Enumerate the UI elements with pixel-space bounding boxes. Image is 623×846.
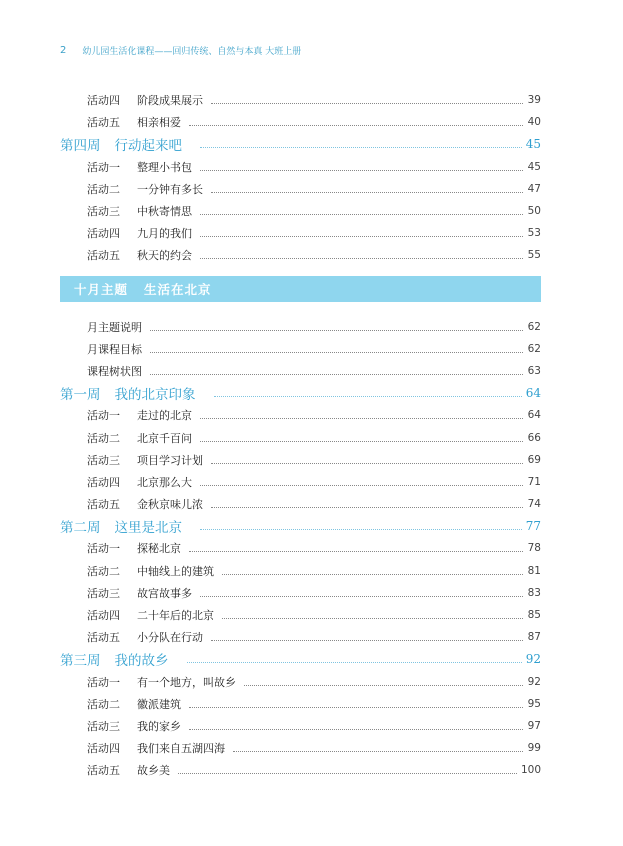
dot-leader [211, 506, 523, 508]
table-of-contents [60, 89, 541, 781]
activity-title: 金秋京味儿浓 [137, 498, 203, 512]
dot-leader [222, 617, 523, 619]
week-title: 这里是北京 [114, 520, 182, 537]
toc-activity-row[interactable] [60, 537, 541, 559]
toc-activity-row[interactable] [60, 493, 541, 515]
dot-leader [200, 169, 523, 171]
activity-title: 二十年后的北京 [137, 609, 214, 623]
activity-page: 69 [527, 453, 541, 466]
activity-number: 活动一 [87, 409, 120, 423]
toc-week-heading[interactable] [60, 515, 541, 537]
activity-title: 我们来自五湖四海 [137, 742, 225, 756]
week-number: 第三周 [60, 653, 101, 670]
week-number: 第四周 [60, 138, 101, 155]
week-page: 64 [525, 386, 541, 401]
month-item-page: 63 [527, 364, 541, 377]
activity-number: 活动五 [87, 249, 120, 263]
dot-leader [200, 528, 522, 530]
dot-leader [150, 351, 523, 353]
activity-number: 活动五 [87, 631, 120, 645]
dot-leader [189, 124, 523, 126]
dot-leader [200, 146, 522, 148]
dot-leader [222, 573, 523, 575]
activity-number: 活动三 [87, 719, 120, 733]
activity-title: 探秘北京 [137, 542, 181, 556]
activity-title: 整理小书包 [137, 160, 192, 174]
activity-number: 活动四 [87, 475, 120, 489]
activity-page: 78 [527, 542, 541, 555]
activity-page: 39 [527, 94, 541, 107]
activity-title: 有一个地方，叫故乡 [137, 675, 236, 689]
activity-number: 活动三 [87, 586, 120, 600]
dot-leader [189, 550, 523, 552]
activity-number: 活动三 [87, 205, 120, 219]
month-theme-title: 生活在北京 [144, 281, 212, 297]
activity-page: 40 [527, 116, 541, 129]
activity-page: 81 [527, 564, 541, 577]
activity-number: 活动二 [87, 431, 120, 445]
activity-title: 徽派建筑 [137, 697, 181, 711]
activity-number: 活动一 [87, 160, 120, 174]
toc-activity-row[interactable] [60, 715, 541, 737]
dot-leader [178, 772, 517, 774]
dot-leader [244, 684, 523, 686]
activity-number: 活动二 [87, 564, 120, 578]
toc-month-item-row[interactable] [60, 338, 541, 360]
activity-page: 55 [527, 249, 541, 262]
running-header [60, 42, 540, 58]
activity-title: 中轴线上的建筑 [137, 564, 214, 578]
toc-activity-row[interactable] [60, 156, 541, 178]
activity-title: 一分钟有多长 [137, 182, 203, 196]
activity-page: 74 [527, 498, 541, 511]
toc-activity-row[interactable] [60, 200, 541, 222]
activity-number: 活动二 [87, 182, 120, 196]
week-page: 77 [525, 519, 541, 534]
week-page: 92 [525, 652, 541, 667]
dot-leader [200, 213, 523, 215]
activity-title: 故宫故事多 [137, 586, 192, 600]
toc-activity-row[interactable] [60, 626, 541, 648]
toc-activity-row[interactable] [60, 111, 541, 133]
activity-number: 活动四 [87, 227, 120, 241]
dot-leader [200, 235, 523, 237]
dot-leader [150, 329, 523, 331]
month-theme-banner[interactable] [60, 276, 541, 302]
week-number: 第二周 [60, 520, 101, 537]
toc-activity-row[interactable] [60, 582, 541, 604]
week-page: 45 [525, 137, 541, 152]
dot-leader [200, 417, 523, 419]
activity-title: 故乡美 [137, 764, 170, 778]
activity-number: 活动五 [87, 764, 120, 778]
activity-page: 100 [520, 764, 541, 777]
activity-number: 活动五 [87, 498, 120, 512]
toc-activity-row[interactable] [60, 671, 541, 693]
dot-leader [211, 639, 523, 641]
activity-number: 活动四 [87, 742, 120, 756]
toc-activity-row[interactable] [60, 737, 541, 759]
toc-activity-row[interactable] [60, 449, 541, 471]
month-item-page: 62 [527, 342, 541, 355]
toc-activity-row[interactable] [60, 244, 541, 266]
activity-page: 50 [527, 205, 541, 218]
toc-activity-row[interactable] [60, 693, 541, 715]
dot-leader [214, 395, 522, 397]
activity-number: 活动二 [87, 697, 120, 711]
activity-number: 活动四 [87, 609, 120, 623]
dot-leader [189, 706, 523, 708]
toc-activity-row[interactable] [60, 426, 541, 448]
dot-leader [211, 102, 523, 104]
activity-page: 92 [527, 675, 541, 688]
activity-page: 71 [527, 475, 541, 488]
activity-title: 北京千百问 [137, 431, 192, 445]
toc-activity-row[interactable] [60, 759, 541, 781]
month-item-title: 月课程目标 [87, 342, 142, 356]
dot-leader [189, 728, 523, 730]
activity-page: 64 [527, 409, 541, 422]
dot-leader [150, 373, 523, 375]
activity-number: 活动三 [87, 453, 120, 467]
toc-activity-row[interactable] [60, 471, 541, 493]
dot-leader [200, 595, 523, 597]
activity-page: 47 [527, 182, 541, 195]
activity-number: 活动一 [87, 675, 120, 689]
activity-title: 走过的北京 [137, 409, 192, 423]
activity-page: 95 [527, 697, 541, 710]
dot-leader [211, 191, 523, 193]
toc-activity-row[interactable] [60, 178, 541, 200]
month-item-page: 62 [527, 320, 541, 333]
activity-title: 秋天的约会 [137, 249, 192, 263]
activity-number: 活动四 [87, 94, 120, 108]
toc-week-heading[interactable] [60, 382, 541, 404]
dot-leader [200, 257, 523, 259]
dot-leader [233, 750, 523, 752]
activity-title: 北京那么大 [137, 475, 192, 489]
toc-week-heading[interactable] [60, 133, 541, 155]
activity-page: 85 [527, 609, 541, 622]
activity-page: 66 [527, 431, 541, 444]
activity-page: 53 [527, 227, 541, 240]
toc-activity-row[interactable] [60, 604, 541, 626]
activity-title: 项目学习计划 [137, 453, 203, 467]
activity-number: 活动五 [87, 116, 120, 130]
dot-leader [200, 484, 523, 486]
activity-page: 87 [527, 631, 541, 644]
month-item-title: 课程树状图 [87, 364, 142, 378]
dot-leader [187, 661, 522, 663]
toc-month-item-row[interactable] [60, 316, 541, 338]
month-theme-label: 十月主题 [74, 281, 129, 297]
week-title: 我的北京印象 [114, 387, 196, 404]
dot-leader [200, 440, 523, 442]
activity-title: 我的家乡 [137, 719, 181, 733]
toc-month-item-row[interactable] [60, 360, 541, 382]
header-book-title: 幼儿园生活化课程——回归传统、自然与本真 大班上册 [82, 46, 302, 57]
header-page-number: 2 [60, 44, 67, 56]
dot-leader [211, 462, 523, 464]
activity-number: 活动一 [87, 542, 120, 556]
activity-title: 中秋寄情思 [137, 205, 192, 219]
month-item-title: 月主题说明 [87, 320, 142, 334]
activity-title: 九月的我们 [137, 227, 192, 241]
activity-page: 97 [527, 719, 541, 732]
activity-title: 阶段成果展示 [137, 94, 203, 108]
activity-page: 45 [527, 160, 541, 173]
week-number: 第一周 [60, 387, 101, 404]
toc-activity-row[interactable] [60, 560, 541, 582]
toc-activity-row[interactable] [60, 404, 541, 426]
toc-activity-row[interactable] [60, 89, 541, 111]
activity-page: 99 [527, 742, 541, 755]
activity-title: 小分队在行动 [137, 631, 203, 645]
week-title: 我的故乡 [114, 653, 169, 670]
toc-week-heading[interactable] [60, 648, 541, 670]
activity-page: 83 [527, 586, 541, 599]
toc-activity-row[interactable] [60, 222, 541, 244]
week-title: 行动起来吧 [114, 138, 182, 155]
activity-title: 相亲相爱 [137, 116, 181, 130]
